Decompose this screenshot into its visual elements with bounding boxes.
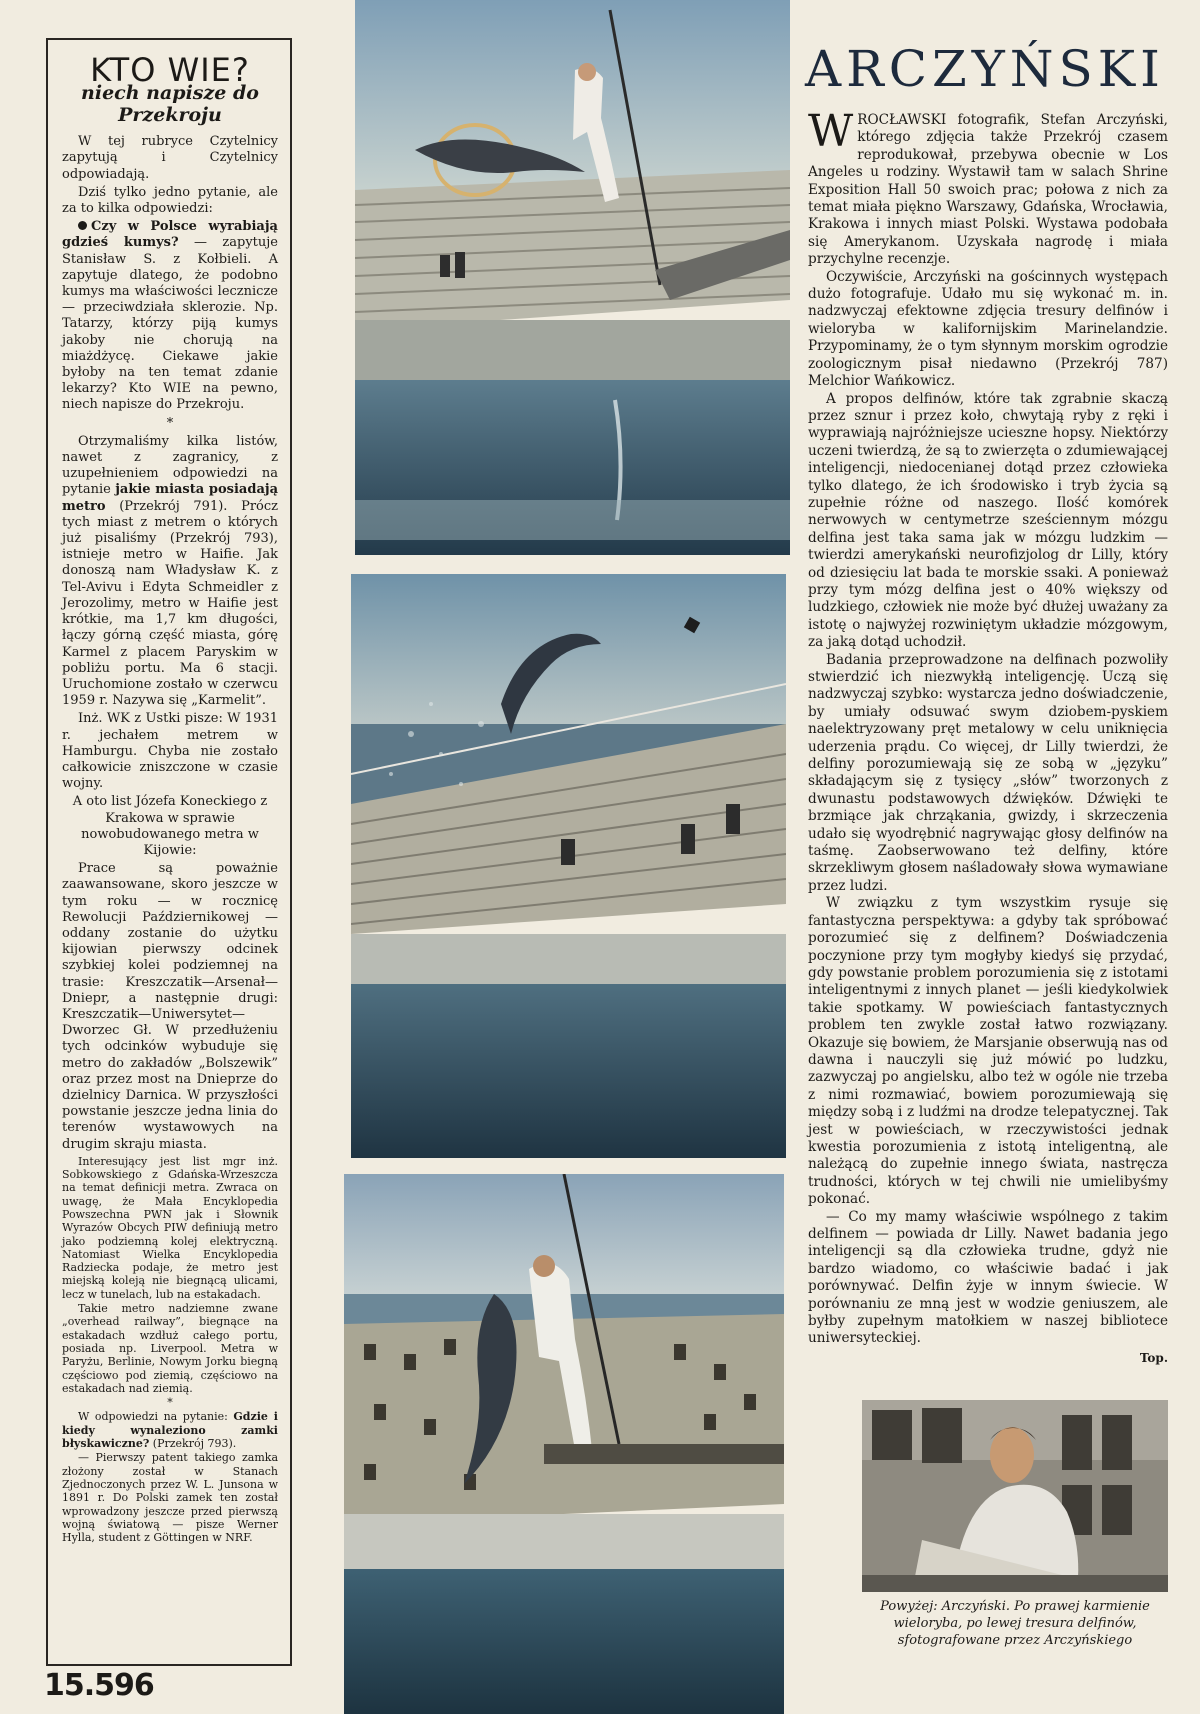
paragraph: Inż. WK z Ustki pisze: W 1931 r. jechałem metrem w Hamburgu. Chyba nie zostało całkowicie zniszczone w czasie wojny. (62, 711, 278, 792)
paragraph-5: W związku z tym wszystkim rysuje się fantastyczna perspektywa: a gdyby tak spróbować porozumieć się z delfinem? Doświadczenia poczynione przy tym mogłyby kiedyś się przydać, gdy powstanie problem porozumienia się z istotami inteligentnymi z innych planet — jeśli kiedykolwiek takie spotkamy. W powieściach fantastycznych problem ten zwykle został łatwo rozwiązany. Okazuje się bowiem, że Marsjanie obserwują nas od dawna i nauczyli się już mówić po ludzku, zazwyczaj po angielsku, albo też w ogóle nie trzeba z nimi rozmawiać, bowiem porozumiewają się między sobą i z ludźmi na drodze telepatycznej. Tak jest w powieściach, w rzeczywistości jednak kwestia porozumienia z istotą inteligentną, ale należącą do zupełnie innego świata, nastręcza trudności, których w tej chwili nie umielibyśmy pokonać. (808, 895, 1168, 1208)
paragraph: Takie metro nadziemne zwane „overhead railway”, biegnące na estakadach wzdłuż całego portu, posiada np. Liverpool. Metra w Paryżu, Berlinie, Nowym Jorku biegną częściowo pod ziemią, częściowo na estakadach nad ziemią. (62, 1302, 278, 1395)
paragraph-question-zip: W odpowiedzi na pytanie: Gdzie i kiedy wynaleziono zamki błyskawiczne? (Przekrój 793). (62, 1410, 278, 1451)
kto-wie-title: KTO WIE? (90, 51, 250, 89)
separator-star: * (167, 1396, 173, 1410)
paragraph-6: — Co my mamy właściwie wspólnego z takim delfinem — powiada dr Lilly. Nawet badania jego inteligencji są dla człowieka trudne, gdyż nie bardzo wiadomo, co właściwie badać i jak porównywać. Delfin żyje w innym świecie. W porównaniu ze mną jest w wodzie geniuszem, ale byłby zupełnym matołkiem w naszej bibliotece uniwersyteckiej. (808, 1208, 1168, 1347)
paragraph-3: A propos delfinów, które tak zgrabnie skaczą przez sznur i przez koło, chwytają ryby z ręki i wyprawiają najróżniejsze ucieszne hopsy. Niektórzy uczeni twierdzą, że są to zwierzęta o zdumiewającej inteligencji, niedocenianej dotąd przez człowieka tylko dlatego, że ich środowisko i tryb życia są zupełnie różne od naszego. Ilość komórek nerwowych w centymetrze sześciennym mózgu delfina jest taka sama jak w mózgu ludzkim — twierdzi amerykański neurofizjolog dr Lilly, który od dziesięciu lat bada te morskie ssaki. A ponieważ przy tym mózg delfina jest o 40% większy od ludzkiego, człowiek nie może być dłużej uważany za istotę o najwyżej rozwiniętym układzie mózgowym, za jaką dotąd uchodził. (808, 390, 1168, 651)
page-number: 15.596 (44, 1668, 154, 1703)
paragraph: — Pierwszy patent takiego zamka złożony został w Stanach Zjednoczonych przez W. L. Junsona w 1891 r. Do Polski zamek ten został wprowadzony jeszcze przed pierwszą wojną światową — pisze Werner Hylla, student z Göttingen w NRF. (62, 1451, 278, 1545)
photo-dolphin-jump (351, 574, 786, 1158)
photo-dolphin-trainer-pole (344, 1174, 784, 1714)
kto-wie-column (46, 38, 292, 1666)
drop-cap: W (808, 106, 854, 157)
small-print-block (62, 1155, 278, 1545)
kto-wie-subtitle: niech napisze do Przekroju (81, 82, 259, 127)
article-title: ARCZYŃSKI (805, 40, 1165, 98)
paragraph-4: Badania przeprowadzone na delfinach pozwoliły stwierdzić ich niezwykłą inteligencję. Uczą się nadzwyczaj szybko: wystarcza jedno doświadczenie, by umiały odsuwać swym dziobem-pyskiem naelektryzowany pręt metalowy w celu uniknięcia uderzenia prądu. Co więcej, dr Lilly twierdzi, że delfiny porozumiewają się ze sobą w „języku” składającym się z tysięcy „słów” tworzonych z dwunastu podstawowych dźwięków. Dźwięki te brzmiące jak chrząkania, gwizdy, i skrzeczenia udało się wyodrębnić nagrywając głosy delfinów na taśmę. Zaobserwowano też delfiny, które skrzekliwym głosem naśladowały słowa wymawiane przez ludzi. (808, 651, 1169, 894)
bullet-icon (78, 221, 87, 230)
paragraph: W tej rubryce Czytelnicy zapytują i Czytelnicy odpowiadają. (62, 134, 278, 182)
paragraph-metro: Otrzymaliśmy kilka listów, nawet z zagranicy, z uzupełnieniem odpowiedzi na pytanie jakie miasta posiadają metro (Przekrój 791). Prócz tych miast z metrem o których już pisaliśmy (Przekrój 793), istnieje metro w Haifie. Jak donoszą nam Władysław K. z Tel-Avivu i Edyta Schmeidler z Jerozolimy, metro w Haifie jest krótkie, ma 1,7 km długości, łączy górną część miasta, górę Karmel z placem Paryskim w pobliżu portu. Ma 6 stacji. Uruchomione zostało w czerwcu 1959 r. Nazywa się „Karmelit”. (62, 433, 278, 709)
photo-caption: Powyżej: Arczyński. Po prawej karmienie wieloryba, po lewej tresura delfinów, sfotografowane przez Arczyńskiego (880, 1599, 1150, 1648)
article-body (808, 106, 1169, 1367)
separator-star: * (166, 415, 174, 431)
paragraph: Dziś tylko jedno pytanie, ale za to kilka odpowiedzi: (62, 184, 278, 217)
paragraph: Interesujący jest list mgr inż. Sobkowskiego z Gdańska-Wrzeszcza na temat definicji metra. Zwraca on uwagę, że Mała Encyklopedia Powszechna PWN jak i Słownik Wyrazów Obcych PIW definiują metro jako podziemną kolej elektryczną. Natomiast Wielka Encyklopedia Radziecka podaje, że metro jest miejską koleją nie biegnącą ulicami, lecz w tunelach, lub na estakadach. (62, 1154, 278, 1301)
photo-dolphin-hoop (355, 0, 790, 555)
paragraph-1: WROCŁAWSKI fotografik, Stefan Arczyński, którego zdjęcia także Przekrój czasem reprodukował, przebywa obecnie w Los Angeles u rodziny. Wystawił tam w salach Shrine Exposition Hall 50 swoich prac; połowa z nich za temat miała piękno Warszawy, Gdańska, Wrocławia, Krakowa i innych miast Polski. Wystawa podobała się Amerykanom. Uzyskała nagrodę i miała przychylne recenzje. (808, 106, 1168, 268)
paragraph: A oto list Józefa Koneckiego z Krakowa w sprawie nowobudowanego metra w Kijowie: (72, 794, 268, 858)
photo-portrait-arczynski (862, 1400, 1168, 1592)
author-signature: Top. (1139, 1350, 1168, 1365)
question-kumys: Czy w Polsce wyrabiają gdzieś kumys? — zapytuje Stanisław S. z Kołbieli. A zapytuje dlatego, że podobno kumys ma właściwości lecznicze — przeciwdziała sklerozie. Np. Tatarzy, którzy piją kumys jakoby nie chorują na miażdżycę. Ciekawe jakie byłoby na ten temat zdanie lekarzy? Kto WIE na pewno, niech napisze do Przekroju. (62, 219, 278, 413)
paragraph-quote: Prace są poważnie zaawansowane, skoro jeszcze w tym roku — w rocznicę Rewolucji Październikowej — oddany zostanie do użytku kijowian pierwszy odcinek szybkiej kolei podziemnej na trasie: Kreszczatik—Arsenał—Dniepr, a następnie drugi: Kreszczatik—Uniwersytet—Dworzec Gł. W przedłużeniu tych odcinków wybuduje się metro do zakładów „Bolszewik” oraz przez most na Dnieprze do dzielnicy Darnica. W przyszłości powstanie jeszcze jedna linia do terenów wystawowych na drugim skraju miasta. (62, 861, 278, 1152)
paragraph-2: Oczywiście, Arczyński na gościnnych występach dużo fotografuje. Udało mu się wykonać m. in. nadzwyczaj efektowne zdjęcia tresury delfinów i wieloryba w kalifornijskim Marinelandzie. Przypominamy, że o tym słynnym morskim ogrodzie zoologicznym pisał niedawno (Przekrój 787) Melchior Wańkowicz. (808, 268, 1168, 390)
